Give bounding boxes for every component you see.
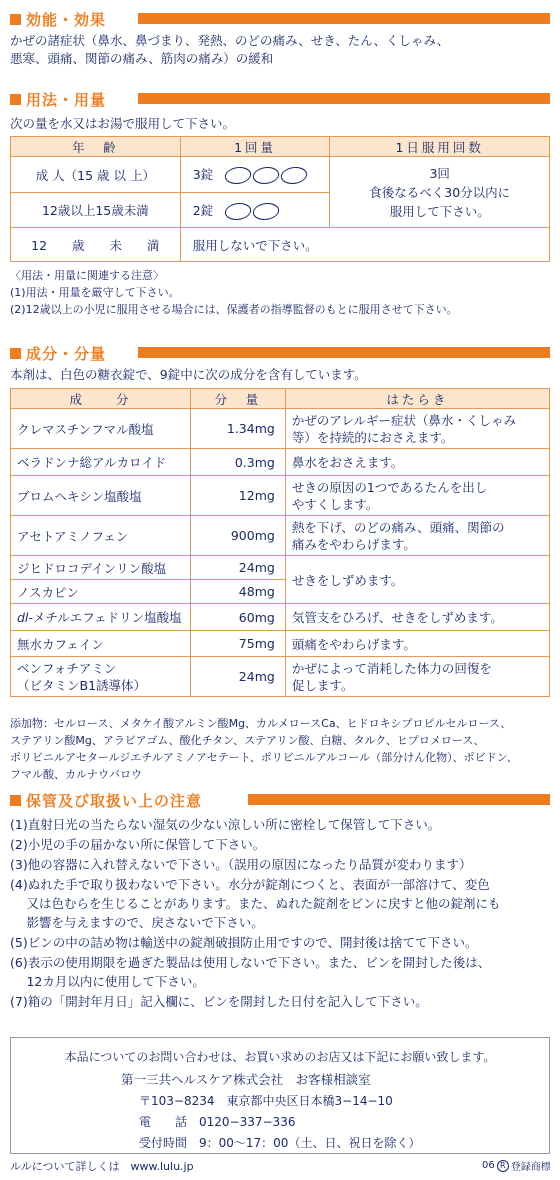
ingredient-effect-line: 痛みをやわらげます。	[291, 536, 416, 552]
ingredient-amount: 1.34mg	[190, 409, 285, 449]
section-marker	[10, 348, 21, 359]
ingredient-name: クレマスチンフマル酸塩	[11, 409, 191, 449]
usage-dose-label: 2錠	[192, 202, 214, 218]
tablet-icons	[225, 203, 281, 218]
section-title-efficacy: 効能・効果	[26, 10, 107, 29]
table-row	[11, 228, 550, 262]
footer-code: 06	[482, 1160, 495, 1171]
usage-age-cell: 12歳以上15歳未満	[11, 193, 181, 228]
ingredient-effect-line: せきの原因の1つであるたんを出し	[291, 479, 488, 495]
ingredient-name: アセトアミノフェン	[11, 516, 191, 556]
usage-header-dose: 1回量	[180, 137, 330, 157]
ingredient-effect-line: やすくします。	[291, 496, 379, 512]
storage-item: (1)直射日光の当たらない湿気の少ない涼しい所に密栓して保管して下さい。	[10, 817, 441, 832]
section-rule	[138, 13, 550, 24]
tablet-icons	[225, 167, 309, 182]
contact-phone: 電 話 0120−337−336	[139, 1115, 296, 1129]
usage-daily-note-1: 食後なるべく30分以内に	[369, 184, 511, 200]
ingredient-effect-line: 促します。	[291, 677, 354, 693]
ingredient-effect	[285, 476, 549, 516]
ingredient-effect-line: かぜのアレルギー症状（鼻水・くしゃみ	[291, 412, 517, 428]
tablet-icon	[251, 167, 281, 184]
section-rule	[138, 347, 550, 358]
ingredient-name	[11, 604, 191, 631]
storage-item: (4)ぬれた手で取り扱わないで下さい。水分が錠剤につくと、表面が一部溶けて、変色	[10, 877, 490, 892]
ingredients-table	[10, 388, 550, 697]
section-marker	[10, 94, 21, 105]
section-header-storage	[10, 790, 550, 810]
usage-daily-cell	[330, 157, 550, 228]
section-header-usage	[10, 89, 550, 109]
table-row	[11, 604, 550, 631]
storage-item: 影響を与えますので、戻さないで下さい。	[10, 915, 264, 930]
storage-item: (5)ビンの中の詰め物は輸送中の錠剤破損防止用ですので、開封後は捨てて下さい。	[10, 935, 478, 950]
usage-daily-count: 3回	[429, 165, 450, 181]
table-row	[11, 449, 550, 476]
ingredient-effect	[285, 409, 549, 449]
ingredients-header-effect: はたらき	[285, 389, 549, 409]
usage-header-age: 年 齢	[11, 137, 181, 157]
usage-notes-title: 〈用法・用量に関連する注意〉	[10, 269, 164, 282]
ingredient-amount: 60mg	[190, 604, 285, 631]
ingredient-name: 無水カフェイン	[11, 631, 191, 657]
ingredient-effect	[285, 516, 549, 556]
footer-website: ルルについて詳しくは www.lulu.jp	[10, 1160, 194, 1173]
usage-header-daily: 1日服用回数	[330, 137, 550, 157]
storage-item: (3)他の容器に入れ替えないで下さい。（誤用の原因になったり品質が変わります）	[10, 857, 472, 872]
section-title-storage: 保管及び取扱い上の注意	[26, 791, 203, 810]
usage-age-cell: 成 人（15 歳 以 上）	[11, 157, 181, 193]
usage-daily-note-2: 服用して下さい。	[389, 203, 490, 219]
ingredient-effect: 気管支をひろげ、せきをしずめます。	[285, 604, 549, 631]
storage-item: (2)小児の手の届かない所に保管して下さい。	[10, 837, 266, 852]
ingredient-effect-line: 等）を持続的におさえます。	[291, 429, 454, 445]
usage-dose-cell	[180, 157, 330, 193]
ingredient-name	[11, 657, 191, 697]
storage-item: (7)箱の「開封年月日」記入欄に、ビンを開封した日付を記入して下さい。	[10, 994, 428, 1009]
table-row	[11, 157, 550, 193]
contact-address: 〒103−8234 東京都中央区日本橋3−14−10	[139, 1094, 393, 1108]
efficacy-line-2: 悪寒、頭痛、関節の痛み、筋肉の痛み）の緩和	[10, 51, 274, 66]
tablet-icon	[223, 203, 253, 220]
usage-dose-cell	[180, 193, 330, 228]
usage-note-2: (2)12歳以上の小児に服用させる場合には、保護者の指導監督のもとに服用させて下さい。	[10, 303, 458, 316]
section-marker	[10, 795, 21, 806]
usage-note-1: (1)用法・用量を厳守して下さい。	[10, 286, 180, 299]
section-header-ingredients	[10, 343, 550, 363]
footer-trademark-text: 登録商標	[510, 1162, 551, 1173]
ingredient-effect: せきをしずめます。	[285, 556, 549, 604]
ingredient-amount: 24mg	[190, 556, 285, 580]
registered-mark-icon: R	[497, 1160, 509, 1172]
usage-table	[10, 136, 550, 262]
usage-intro: 次の量を水又はお湯で服用して下さい。	[10, 116, 236, 131]
section-title-usage: 用法・用量	[26, 90, 107, 109]
ingredients-intro: 本剤は、白色の糖衣錠で、9錠中に次の成分を含有しています。	[10, 367, 367, 382]
tablet-icon	[279, 167, 309, 184]
section-header-efficacy	[10, 9, 550, 29]
ingredient-name: ジヒドロコデインリン酸塩	[11, 556, 191, 580]
usage-age-cell: 12 歳 未 満	[11, 228, 181, 262]
ingredient-name-prefix: dl	[17, 610, 29, 625]
ingredient-amount: 75mg	[190, 631, 285, 657]
storage-item: 12カ月以内に使用して下さい。	[10, 974, 205, 989]
storage-item: (6)表示の使用期限を過ぎた製品は使用しないで下さい。また、ビンを開封した後は、	[10, 955, 491, 970]
footer-trademark	[482, 1158, 551, 1173]
section-rule	[138, 93, 550, 104]
table-row	[11, 409, 550, 449]
ingredient-amount: 48mg	[190, 580, 285, 604]
ingredient-name: ノスカピン	[11, 580, 191, 604]
contact-hours: 受付時間 9：00〜17：00（土、日、祝日を除く）	[139, 1136, 421, 1150]
section-rule	[248, 794, 550, 805]
ingredient-name-main: -メチルエフェドリン塩酸塩	[28, 610, 182, 625]
ingredient-name: ベラドンナ総アルカロイド	[11, 449, 191, 476]
ingredient-effect: 頭痛をやわらげます。	[285, 631, 549, 657]
additives-line-3: ポリビニルアセタールジエチルアミノアセテート、ポリビニルアルコール（部分けん化物）、ポビドン、	[10, 751, 518, 764]
ingredient-amount: 24mg	[190, 657, 285, 697]
ingredient-amount: 900mg	[190, 516, 285, 556]
usage-dose-label: 3錠	[192, 167, 214, 182]
contact-company: 第一三共ヘルスケア株式会社 お客様相談室	[121, 1072, 371, 1087]
ingredient-amount: 12mg	[190, 476, 285, 516]
additives-line-4: フマル酸、カルナウバロウ	[10, 768, 142, 781]
ingredient-amount: 0.3mg	[190, 449, 285, 476]
storage-item: 又は色むらを生じることがあります。また、ぬれた錠剤をビンに戻すと他の錠剤にも	[10, 896, 501, 911]
ingredients-header-name: 成 分	[11, 389, 191, 409]
table-row	[11, 556, 550, 580]
additives-line-2: ステアリン酸Mg、アラビアゴム、酸化チタン、ステアリン酸、白糖、タルク、ヒプロメロース、	[10, 734, 485, 747]
contact-box	[10, 1037, 550, 1154]
section-marker	[10, 14, 21, 25]
usage-dose-cell: 服用しないで下さい。	[180, 228, 549, 262]
section-title-ingredients: 成分・分量	[26, 344, 107, 363]
tablet-icon	[251, 203, 281, 220]
ingredient-effect	[285, 657, 549, 697]
ingredient-effect-line: かぜによって消耗した体力の回復を	[291, 660, 492, 676]
additives-line-1: 添加物：セルロース、メタケイ酸アルミン酸Mg、カルメロースCa、ヒドロキシプロピルセルロース、	[10, 717, 512, 730]
table-row	[11, 631, 550, 657]
ingredient-name-line: （ビタミンB1誘導体）	[17, 677, 147, 693]
efficacy-line-1: かぜの諸症状（鼻水、鼻づまり、発熱、のどの痛み、せき、たん、くしゃみ、	[10, 33, 450, 48]
ingredient-effect: 鼻水をおさえます。	[285, 449, 549, 476]
tablet-icon	[223, 167, 253, 184]
table-row	[11, 476, 550, 516]
ingredient-name-line: ベンフォチアミン	[17, 660, 117, 676]
contact-intro: 本品についてのお問い合わせは、お買い求めのお店又は下記にお願い致します。	[64, 1050, 496, 1064]
table-row	[11, 516, 550, 556]
table-row	[11, 657, 550, 697]
ingredients-header-amount: 分 量	[190, 389, 285, 409]
ingredient-effect-line: 熱を下げ、のどの痛み、頭痛、関節の	[291, 519, 505, 535]
ingredient-name: ブロムヘキシン塩酸塩	[11, 476, 191, 516]
